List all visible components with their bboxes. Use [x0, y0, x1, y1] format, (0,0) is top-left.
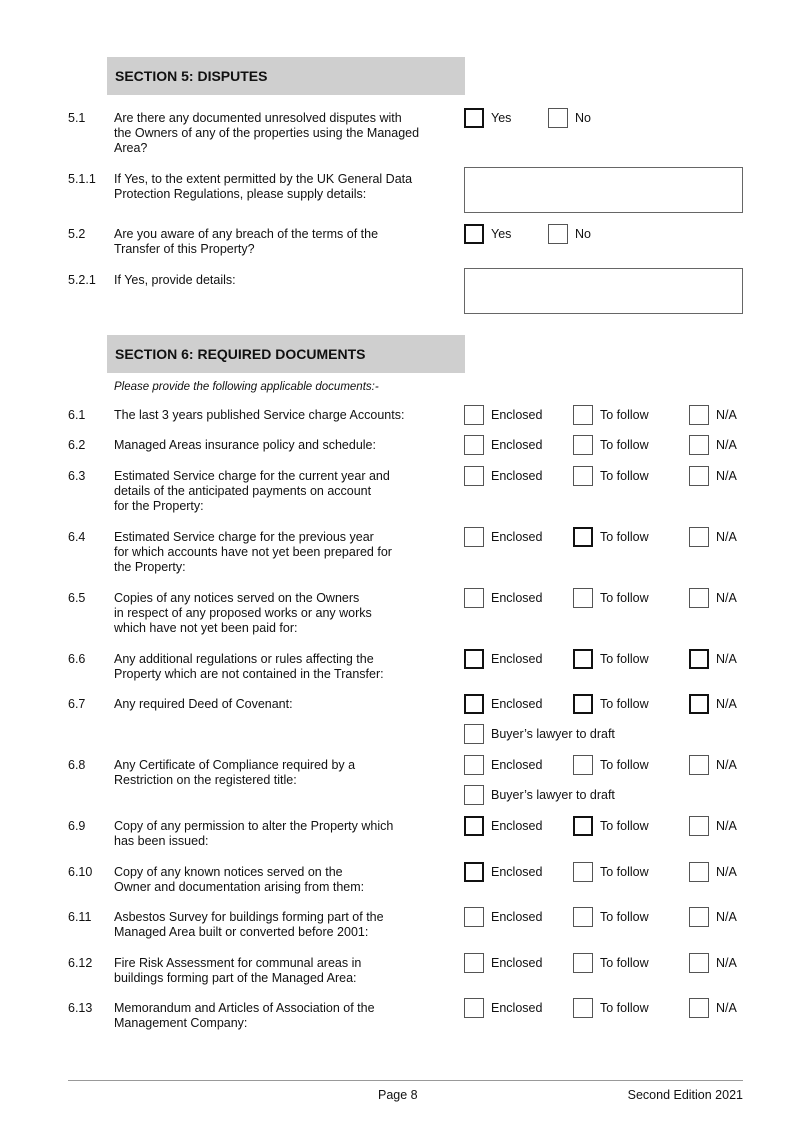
item-text: The last 3 years published Service charge Accounts: [114, 408, 405, 422]
item-number: 6.12 [68, 956, 93, 970]
item-number: 6.3 [68, 469, 86, 483]
na-label: N/A [716, 697, 737, 711]
buyers-lawyer-checkbox[interactable] [464, 785, 484, 805]
na-label: N/A [716, 1001, 737, 1015]
buyers-lawyer-label: Buyer’s lawyer to draft [491, 727, 615, 741]
to-follow-label: To follow [600, 758, 649, 772]
to-follow-label: To follow [600, 1001, 649, 1015]
item-text: Managed Areas insurance policy and schedule: [114, 438, 376, 452]
enclosed-label: Enclosed [491, 408, 543, 422]
item-number: 6.2 [68, 438, 86, 452]
enclosed-checkbox[interactable] [464, 862, 484, 882]
na-label: N/A [716, 865, 737, 879]
na-checkbox[interactable] [689, 694, 709, 714]
enclosed-checkbox[interactable] [464, 998, 484, 1018]
na-checkbox[interactable] [689, 466, 709, 486]
na-label: N/A [716, 819, 737, 833]
item-text: Copies of any notices served on the Owners in respect of any proposed works or any works which have not yet been paid for: [114, 591, 372, 635]
to-follow-checkbox[interactable] [573, 862, 593, 882]
yes-checkbox[interactable] [464, 108, 484, 128]
buyers-lawyer-label: Buyer’s lawyer to draft [491, 788, 615, 802]
enclosed-checkbox[interactable] [464, 649, 484, 669]
enclosed-label: Enclosed [491, 591, 543, 605]
to-follow-label: To follow [600, 910, 649, 924]
enclosed-checkbox[interactable] [464, 405, 484, 425]
to-follow-checkbox[interactable] [573, 816, 593, 836]
na-checkbox[interactable] [689, 953, 709, 973]
na-label: N/A [716, 408, 737, 422]
item-number: 6.1 [68, 408, 86, 422]
enclosed-checkbox[interactable] [464, 588, 484, 608]
na-label: N/A [716, 591, 737, 605]
yes-label: Yes [491, 111, 512, 125]
na-label: N/A [716, 469, 737, 483]
item-text: Estimated Service charge for the current year and details of the anticipated payments on account for the Property: [114, 469, 390, 513]
enclosed-label: Enclosed [491, 910, 543, 924]
enclosed-checkbox[interactable] [464, 466, 484, 486]
question-text: If Yes, provide details: [114, 273, 236, 287]
item-text: Copy of any permission to alter the Property which has been issued: [114, 819, 394, 848]
item-number: 6.10 [68, 865, 93, 879]
to-follow-label: To follow [600, 956, 649, 970]
question-number: 5.2.1 [68, 273, 96, 287]
na-checkbox[interactable] [689, 588, 709, 608]
na-checkbox[interactable] [689, 816, 709, 836]
na-label: N/A [716, 956, 737, 970]
to-follow-label: To follow [600, 469, 649, 483]
enclosed-label: Enclosed [491, 956, 543, 970]
item-text: Any required Deed of Covenant: [114, 697, 293, 711]
item-number: 6.9 [68, 819, 86, 833]
item-text: Memorandum and Articles of Association of the Management Company: [114, 1001, 375, 1030]
enclosed-checkbox[interactable] [464, 435, 484, 455]
item-text: Copy of any known notices served on the Owner and documentation arising from them: [114, 865, 365, 894]
item-text: Fire Risk Assessment for communal areas in buildings forming part of the Managed Area: [114, 956, 362, 985]
to-follow-label: To follow [600, 819, 649, 833]
enclosed-label: Enclosed [491, 652, 543, 666]
na-checkbox[interactable] [689, 862, 709, 882]
enclosed-checkbox[interactable] [464, 816, 484, 836]
na-checkbox[interactable] [689, 907, 709, 927]
enclosed-checkbox[interactable] [464, 755, 484, 775]
item-number: 6.5 [68, 591, 86, 605]
to-follow-checkbox[interactable] [573, 907, 593, 927]
na-label: N/A [716, 758, 737, 772]
no-label: No [575, 227, 591, 241]
to-follow-label: To follow [600, 438, 649, 452]
enclosed-label: Enclosed [491, 758, 543, 772]
to-follow-label: To follow [600, 652, 649, 666]
no-checkbox[interactable] [548, 224, 568, 244]
item-text: Any additional regulations or rules affecting the Property which are not contained in the Transfer: [114, 652, 384, 681]
to-follow-checkbox[interactable] [573, 435, 593, 455]
enclosed-label: Enclosed [491, 1001, 543, 1015]
edition-label: Second Edition 2021 [627, 1088, 743, 1102]
na-checkbox[interactable] [689, 405, 709, 425]
item-text: Any Certificate of Compliance required by a Restriction on the registered title: [114, 758, 356, 787]
to-follow-checkbox[interactable] [573, 527, 593, 547]
buyers-lawyer-checkbox[interactable] [464, 724, 484, 744]
na-label: N/A [716, 438, 737, 452]
to-follow-checkbox[interactable] [573, 405, 593, 425]
enclosed-checkbox[interactable] [464, 953, 484, 973]
item-number: 6.7 [68, 697, 86, 711]
to-follow-checkbox[interactable] [573, 588, 593, 608]
question-number: 5.1.1 [68, 172, 96, 186]
to-follow-checkbox[interactable] [573, 649, 593, 669]
question-number: 5.1 [68, 111, 86, 125]
to-follow-checkbox[interactable] [573, 953, 593, 973]
item-text: Asbestos Survey for buildings forming part of the Managed Area built or converted before 2001: [114, 910, 384, 939]
na-checkbox[interactable] [689, 435, 709, 455]
to-follow-label: To follow [600, 408, 649, 422]
to-follow-label: To follow [600, 591, 649, 605]
to-follow-label: To follow [600, 697, 649, 711]
enclosed-label: Enclosed [491, 865, 543, 879]
enclosed-label: Enclosed [491, 697, 543, 711]
item-number: 6.13 [68, 1001, 93, 1015]
enclosed-label: Enclosed [491, 819, 543, 833]
instructions-note: Please provide the following applicable documents:- [114, 381, 379, 393]
item-number: 6.11 [68, 910, 92, 924]
question-number: 5.2 [68, 227, 86, 241]
na-checkbox[interactable] [689, 755, 709, 775]
item-number: 6.4 [68, 530, 86, 544]
to-follow-checkbox[interactable] [573, 755, 593, 775]
to-follow-checkbox[interactable] [573, 998, 593, 1018]
enclosed-label: Enclosed [491, 469, 543, 483]
item-number: 6.8 [68, 758, 86, 772]
footer-divider [68, 1080, 743, 1081]
na-label: N/A [716, 910, 737, 924]
to-follow-label: To follow [600, 530, 649, 544]
section-6-header: SECTION 6: REQUIRED DOCUMENTS [107, 335, 465, 373]
section-5-header: SECTION 5: DISPUTES [107, 57, 465, 95]
to-follow-label: To follow [600, 865, 649, 879]
dispute-details-field[interactable] [464, 167, 743, 213]
no-label: No [575, 111, 591, 125]
enclosed-label: Enclosed [491, 438, 543, 452]
question-text: Are there any documented unresolved disputes with the Owners of any of the properties using the Managed Area? [114, 111, 420, 155]
enclosed-checkbox[interactable] [464, 907, 484, 927]
question-text: If Yes, to the extent permitted by the UK General Data Protection Regulations, please supply details: [114, 172, 413, 201]
item-text: Estimated Service charge for the previous year for which accounts have not yet been prepared for the Property: [114, 530, 392, 574]
enclosed-checkbox[interactable] [464, 527, 484, 547]
na-checkbox[interactable] [689, 649, 709, 669]
na-label: N/A [716, 530, 737, 544]
na-label: N/A [716, 652, 737, 666]
yes-checkbox[interactable] [464, 224, 484, 244]
item-number: 6.6 [68, 652, 86, 666]
to-follow-checkbox[interactable] [573, 694, 593, 714]
enclosed-checkbox[interactable] [464, 694, 484, 714]
no-checkbox[interactable] [548, 108, 568, 128]
na-checkbox[interactable] [689, 998, 709, 1018]
yes-label: Yes [491, 227, 512, 241]
breach-details-field[interactable] [464, 268, 743, 314]
enclosed-label: Enclosed [491, 530, 543, 544]
to-follow-checkbox[interactable] [573, 466, 593, 486]
question-text: Are you aware of any breach of the terms of the Transfer of this Property? [114, 227, 379, 256]
na-checkbox[interactable] [689, 527, 709, 547]
page-number: Page 8 [378, 1088, 418, 1102]
